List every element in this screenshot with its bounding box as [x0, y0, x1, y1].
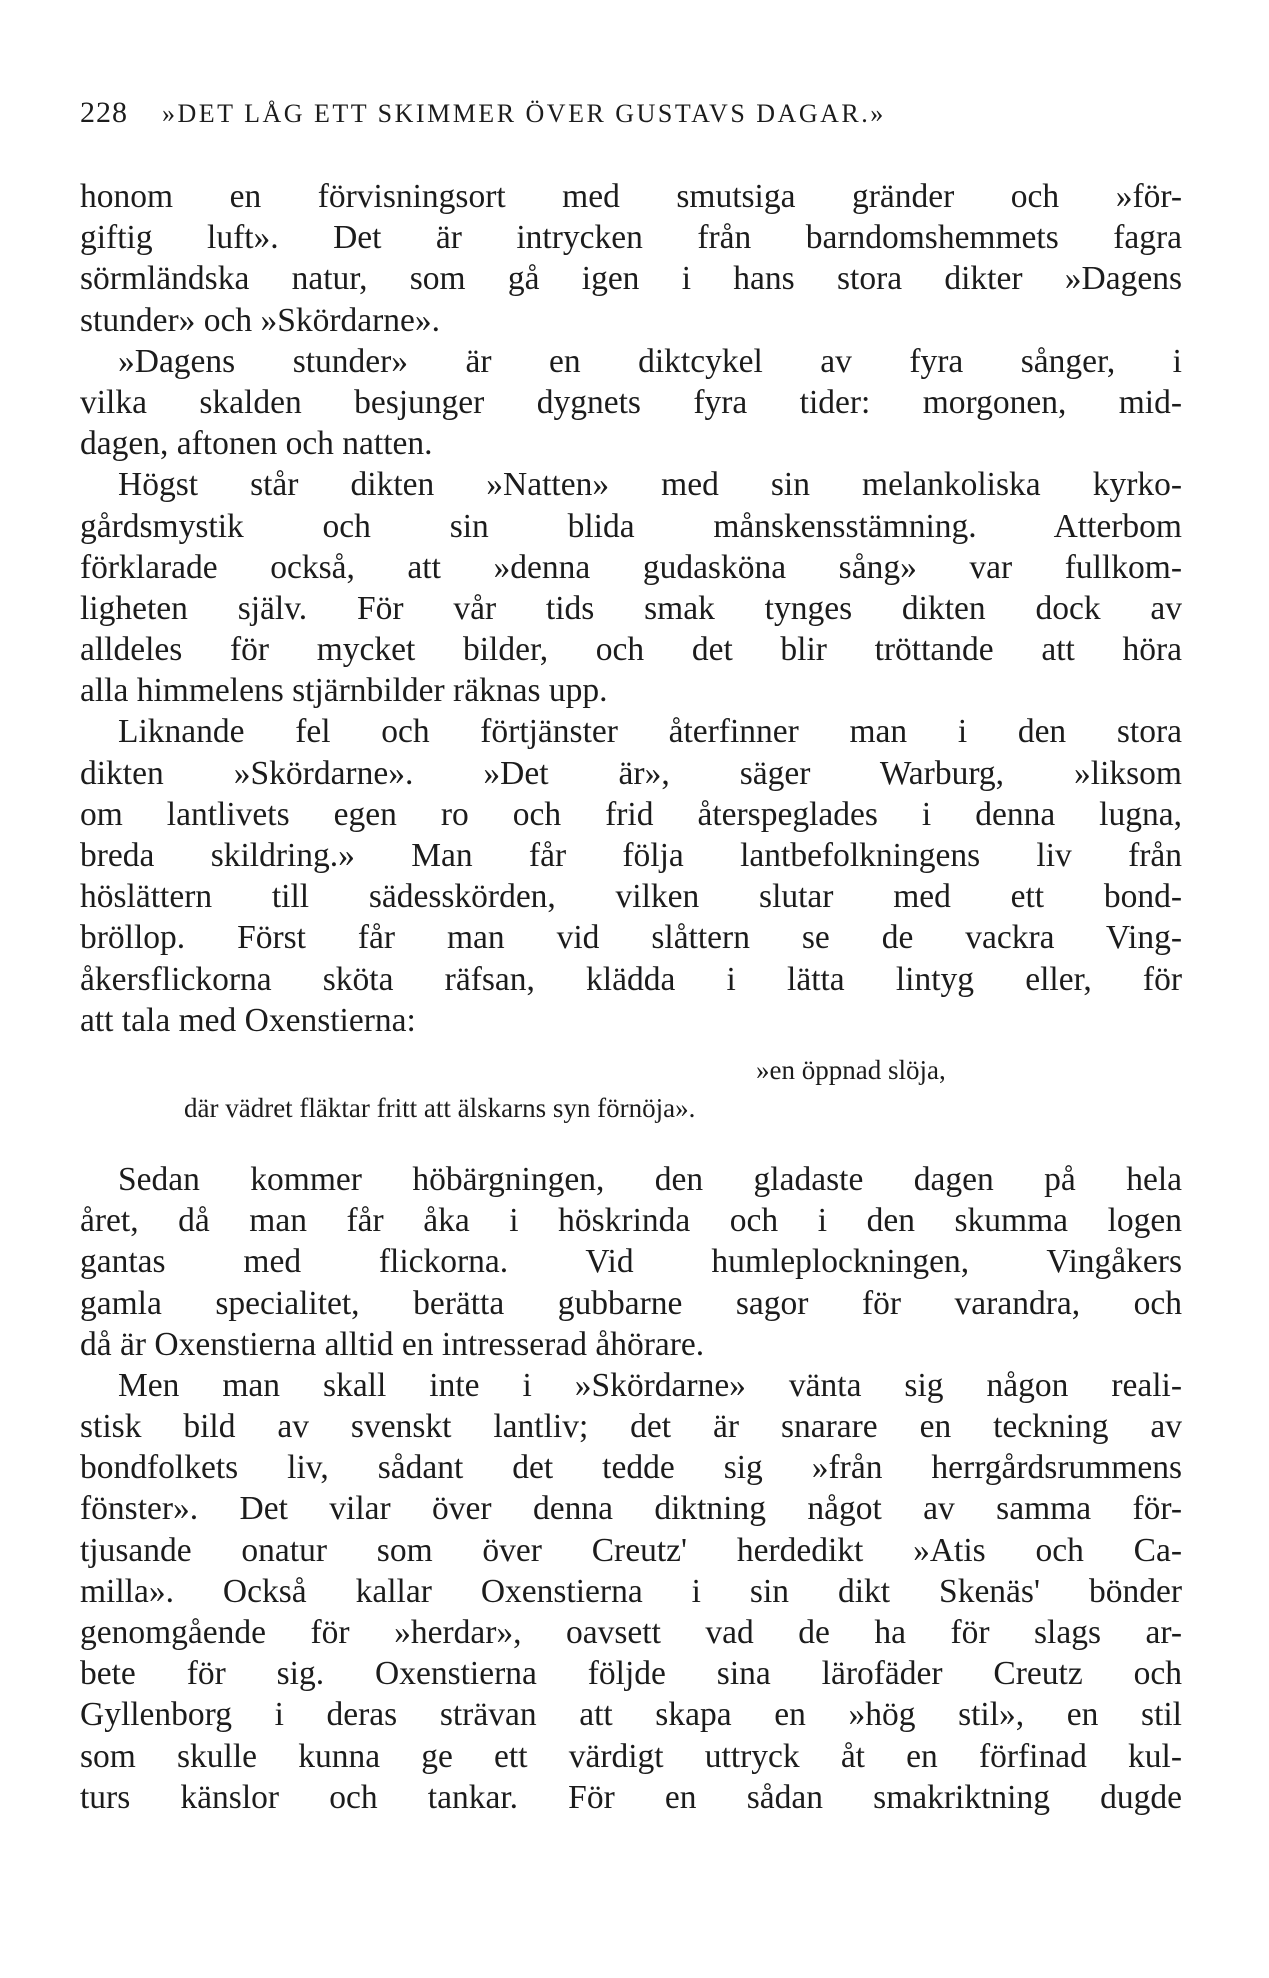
text-line: förklarade också, att »denna gudasköna sång» var fullkom-: [80, 548, 1182, 586]
running-title: »DET LÅG ETT SKIMMER ÖVER GUSTAVS DAGAR.»: [162, 99, 886, 128]
text-line: genomgående för »herdar», oavsett vad de ha för slags ar-: [80, 1614, 1182, 1651]
text-line: honom en förvisningsort med smutsiga gränder och »för-: [80, 178, 1182, 215]
text-line: milla». Också kallar Oxenstierna i sin dikt Skenäs' bönder: [80, 1572, 1182, 1610]
text-line: gårdsmystik och sin blida månskensstämning. Atterbom: [80, 507, 1182, 545]
paragraph: [80, 464, 1182, 711]
paragraph: [80, 341, 1182, 465]
text-line: ligheten själv. För vår tids smak tynges dikten dock av: [80, 589, 1182, 627]
paragraph: [80, 176, 1182, 341]
text-line: breda skildring.» Man får följa lantbefolkningens liv från: [80, 837, 1182, 874]
text-line: fönster». Det vilar över denna diktning något av samma för-: [80, 1490, 1182, 1528]
text-line: alla himmelens stjärnbilder räknas upp.: [80, 672, 608, 710]
text-line: om lantlivets egen ro och frid återspeglades i denna lugna,: [80, 795, 1182, 833]
text-line: gantas med flickorna. Vid humleplockningen, Vingåkers: [80, 1243, 1182, 1281]
text-line: Sedan kommer höbärgningen, den gladaste dagen på hela: [118, 1160, 1182, 1198]
text-line: vilka skalden besjunger dygnets fyra tider: morgonen, mid-: [80, 383, 1182, 421]
text-line: dagen, aftonen och natten.: [80, 425, 433, 463]
text-line: åkersflickorna sköta räfsan, klädda i lätta lintyg eller, för: [80, 960, 1182, 998]
text-line: stunder» och »Skördarne».: [80, 301, 441, 339]
text-line: stisk bild av svenskt lantliv; det är snarare en teckning av: [80, 1408, 1182, 1446]
body-text: [80, 176, 1182, 1818]
quote-line: där vädret fläktar fritt att älskarns syn förnöja».: [184, 1092, 696, 1123]
text-line: som skulle kunna ge ett värdigt uttryck åt en förfinad kul-: [80, 1737, 1182, 1775]
paragraph: [80, 1365, 1182, 1818]
text-line: »Dagens stunder» är en diktcykel av fyra sånger, i: [118, 342, 1182, 380]
text-line: höslättern till sädesskörden, vilken slutar med ett bond-: [80, 878, 1182, 916]
text-line: bete för sig. Oxenstierna följde sina lärofäder Creutz och: [80, 1655, 1182, 1693]
text-line: tjusande onatur som över Creutz' herdedikt »Atis och Ca-: [80, 1531, 1182, 1569]
verse-quote: [80, 1051, 1182, 1127]
text-line: sörmländska natur, som gå igen i hans stora dikter »Dagens: [80, 260, 1182, 298]
paragraph: [80, 711, 1182, 1041]
text-line: då är Oxenstierna alltid en intresserad åhörare.: [80, 1325, 705, 1363]
text-line: alldeles för mycket bilder, och det blir tröttande att höra: [80, 631, 1182, 669]
text-line: Liknande fel och förtjänster återfinner man i den stora: [118, 713, 1182, 751]
text-line: Högst står dikten »Natten» med sin melankoliska kyrko-: [118, 466, 1182, 504]
text-line: Men man skall inte i »Skördarne» vänta sig någon reali-: [118, 1366, 1182, 1404]
paragraph: [80, 1159, 1182, 1365]
text-line: turs känslor och tankar. För en sådan smakriktning dugde: [80, 1778, 1182, 1816]
running-head: [80, 96, 1182, 146]
text-line: att tala med Oxenstierna:: [80, 1001, 416, 1039]
text-line: bröllop. Först får man vid slåttern se de vackra Ving-: [80, 919, 1182, 957]
text-line: Gyllenborg i deras strävan att skapa en »hög stil», en stil: [80, 1696, 1182, 1734]
text-line: gamla specialitet, berätta gubbarne sagor för varandra, och: [80, 1284, 1182, 1322]
book-page: [80, 96, 1182, 1818]
text-line: året, då man får åka i höskrinda och i den skumma logen: [80, 1202, 1182, 1240]
page-number: 228: [80, 96, 128, 129]
text-line: dikten »Skördarne». »Det är», säger Warburg, »liksom: [80, 754, 1182, 792]
quote-line: »en öppnad slöja,: [756, 1054, 946, 1085]
text-line: giftig luft». Det är intrycken från barndomshemmets fagra: [80, 219, 1182, 257]
text-line: bondfolkets liv, sådant det tedde sig »från herrgårdsrummens: [80, 1449, 1182, 1487]
